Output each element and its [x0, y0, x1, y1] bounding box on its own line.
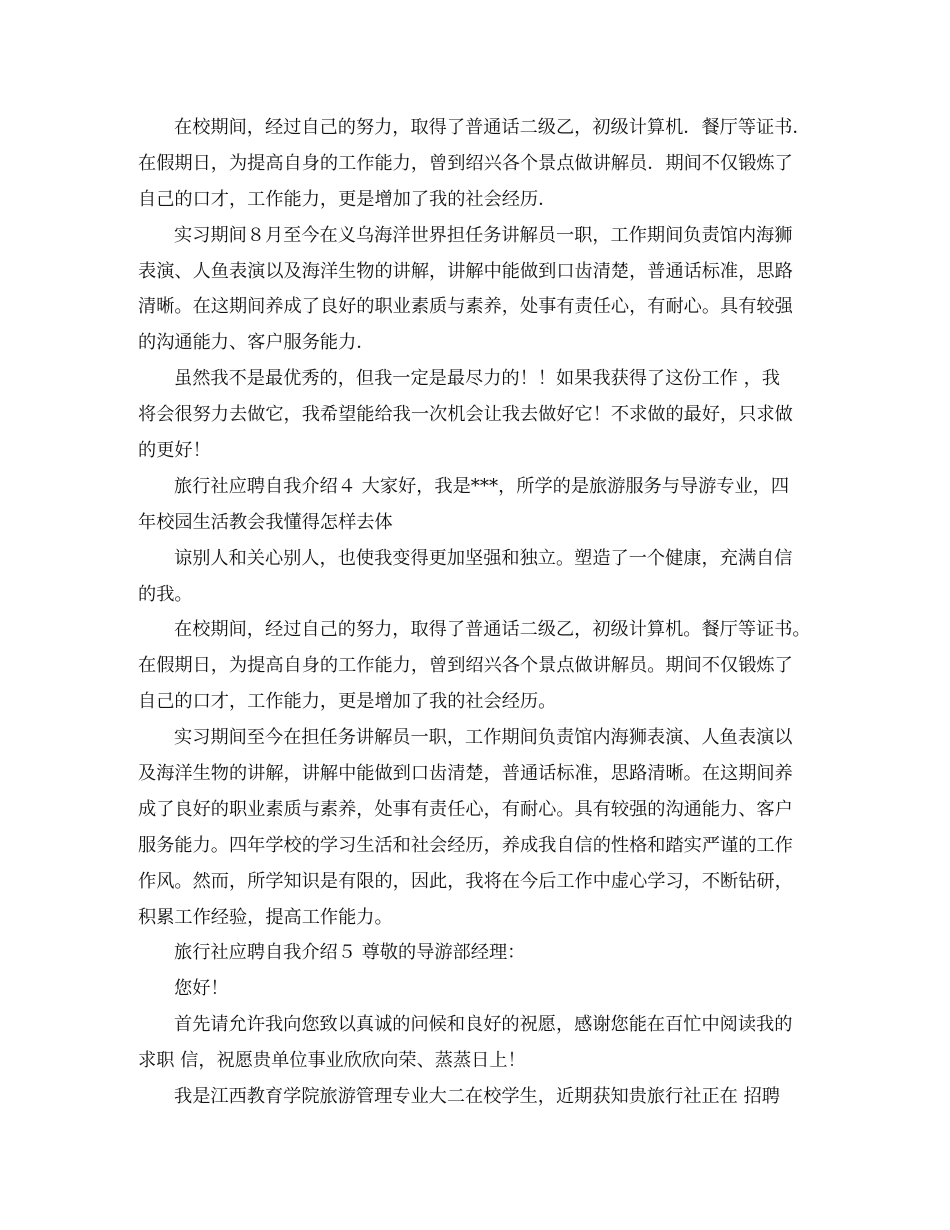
text-line: 表演、人鱼表演以及海洋生物的讲解，讲解中能做到口齿清楚，普通话标准，思路 [138, 260, 793, 282]
text-line: 我是江西教育学院旅游管理专业大二在校学生，近期获知贵旅行社正在 招聘 [174, 1086, 780, 1108]
text-line: 求职 信，祝愿贵单位事业欣欣向荣、蒸蒸日上！ [138, 1050, 526, 1072]
text-line: 在校期间，经过自己的努力，取得了普通话二级乙，初级计算机．餐厅等证书． [174, 117, 811, 138]
text-line: 在假期日，为提高自身的工作能力，曾到绍兴各个景点做讲解员。期间不仅锻炼了 [138, 655, 793, 677]
text-line: 在校期间，经过自己的努力，取得了普通话二级乙，初级计算机。餐厅等证书。 [174, 619, 811, 641]
text-line: 实习期间至今在担任务讲解员一职，工作期间负责馆内海狮表演、人鱼表演以 [174, 727, 793, 749]
text-line: 年校园生活教会我懂得怎样去体 [138, 511, 393, 533]
text-line: 实习期间８月至今在义乌海洋世界担任务讲解员一职，工作期间负责馆内海狮 [174, 224, 793, 246]
text-line: 首先请允许我向您致以真诚的问候和良好的祝愿，感谢您能在百忙中阅读我的 [174, 1014, 793, 1036]
text-line: 自己的口才，工作能力，更是增加了我的社会经历。 [138, 691, 557, 713]
document-body [138, 110, 828, 1115]
text-line: 将会很努力去做它，我希望能给我一次机会让我去做好它！不求做的最好，只求做 [138, 404, 793, 426]
text-line: 成了良好的职业素质与素养，处事有责任心，有耐心。具有较强的沟通能力、客户 [138, 798, 793, 820]
text-line: 的我。 [138, 583, 193, 605]
text-line: 自己的口才，工作能力，更是增加了我的社会经历． [138, 188, 557, 210]
text-line: 在假期日，为提高自身的工作能力，曾到绍兴各个景点做讲解员．期间不仅锻炼了 [138, 152, 793, 174]
text-line: 服务能力。四年学校的学习生活和社会经历，养成我自信的性格和踏实严谨的工作 [138, 834, 793, 856]
text-line: 谅别人和关心别人，也使我变得更加坚强和独立。塑造了一个健康，充满自信 [174, 547, 793, 569]
text-line: 虽然我不是最优秀的，但我一定是最尽力的！！如果我获得了这份工作 ，我 [174, 368, 780, 390]
text-line: 旅行社应聘自我介绍５ 尊敬的导游部经理： [174, 942, 526, 964]
text-line: 清晰。在这期间养成了良好的职业素质与素养，处事有责任心，有耐心。具有较强 [138, 296, 793, 318]
text-line: 的沟通能力、客户服务能力． [138, 332, 375, 354]
text-line: 作风。然而，所学知识是有限的，因此，我将在今后工作中虚心学习，不断钻研， [138, 870, 793, 892]
text-line: 您好！ [174, 978, 229, 1000]
text-line: 及海洋生物的讲解，讲解中能做到口齿清楚，普通话标准，思路清晰。在这期间养 [138, 763, 793, 785]
text-line: 的更好！ [138, 440, 211, 462]
text-line: 旅行社应聘自我介绍４ 大家好，我是***，所学的是旅游服务与导游专业，四 [174, 475, 790, 497]
text-line: 积累工作经验，提高工作能力。 [138, 906, 393, 928]
